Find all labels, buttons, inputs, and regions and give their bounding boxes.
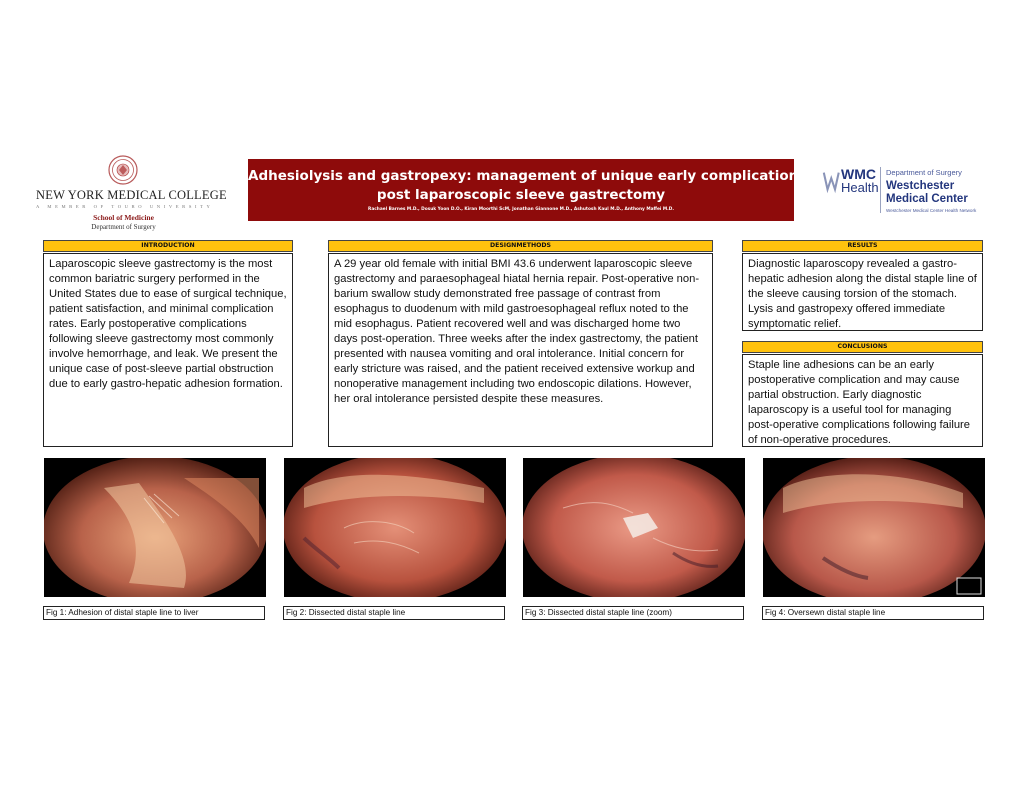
author-list: Rachael Barnes M.D., Dosuk Yoon D.O., Kiran Moorthi ScM, Jonathan Giannone M.D., Ashutosh Kaul M.D., Anthony Maffei M.D. xyxy=(368,207,674,212)
logo-divider xyxy=(880,167,881,213)
wmc-network: Westchester Medical Center Health Network xyxy=(886,208,977,213)
wmc-health-word: Health xyxy=(841,180,879,195)
results-body: Diagnostic laparoscopy revealed a gastro-hepatic adhesion along the distal staple line of the sleeve causing torsion of the stomach. Lysis and gastropexy offered immediate symptomatic relief. xyxy=(742,253,983,331)
wmc-name-line1: Westchester xyxy=(886,180,955,192)
nymc-tagline: A MEMBER OF TOURO UNIVERSITY xyxy=(36,204,214,209)
results-heading: RESULTS xyxy=(742,240,983,252)
figure-3-image xyxy=(523,458,745,597)
poster-title-line1: Adhesiolysis and gastropexy: management of unique early complication xyxy=(248,168,799,184)
nymc-name: NEW YORK MEDICAL COLLEGE xyxy=(36,188,227,202)
title-banner xyxy=(248,159,799,221)
wmc-wordmark: WMC xyxy=(841,166,876,182)
figure-3-caption: Fig 3: Dissected distal staple line (zoom) xyxy=(522,606,744,620)
figure-4-caption: Fig 4: Oversewn distal staple line xyxy=(762,606,984,620)
wmc-department: Department of Surgery xyxy=(886,168,962,177)
nymc-department: Department of Surgery xyxy=(91,223,156,231)
figure-1-caption: Fig 1: Adhesion of distal staple line to liver xyxy=(43,606,265,620)
wmc-name-line2: Medical Center xyxy=(886,193,968,205)
design-methods-heading: DESIGNMETHODS xyxy=(328,240,713,252)
conclusions-body: Staple line adhesions can be an early postoperative complication and may cause partial obstruction. Early diagnostic laparoscopy is a useful tool for managing post-operative complications following failure of non-operative procedures. xyxy=(742,354,983,447)
figure-1-image xyxy=(44,458,266,597)
nymc-school: School of Medicine xyxy=(93,213,154,222)
nymc-logo xyxy=(36,155,227,235)
figure-4-image xyxy=(763,458,985,597)
poster-title-line2: post laparoscopic sleeve gastrectomy xyxy=(376,187,666,203)
introduction-body: Laparoscopic sleeve gastrectomy is the most common bariatric surgery performed in the United States due to ease of surgical technique, patient satisfaction, and minimal complication rates. Early postoperative complications following sleeve gastrectomy most commonly involve hemorrhage, and leak. We present the unique case of post-sleeve partial obstruction due to early gastro-hepatic adhesion formation. xyxy=(43,253,293,447)
design-methods-body: A 29 year old female with initial BMI 43.6 underwent laparoscopic sleeve gastrectomy and paraesophageal hiatal hernia repair. Post-operative non-barium swallow study demonstrated free passage of contrast from esophagus to duodenum with mild gastroesophageal reflux noted to the mid esophagus. Patient recovered well and was discharged home two days post-operation. Three weeks after the index gastrectomy, the patient presented with nausea vomiting and oral intolerance. Initial concern for early stricture was raised, and the patient received extensive workup and nonoperative management including two endoscopic dilations. However, her oral intolerance persisted despite these measures. xyxy=(328,253,713,447)
figure-2-image xyxy=(284,458,506,597)
introduction-heading: INTRODUCTION xyxy=(43,240,293,252)
wmc-logo xyxy=(820,163,990,219)
figure-2-caption: Fig 2: Dissected distal staple line xyxy=(283,606,505,620)
conclusions-heading: CONCLUSIONS xyxy=(742,341,983,353)
nymc-seal-icon xyxy=(108,155,138,185)
